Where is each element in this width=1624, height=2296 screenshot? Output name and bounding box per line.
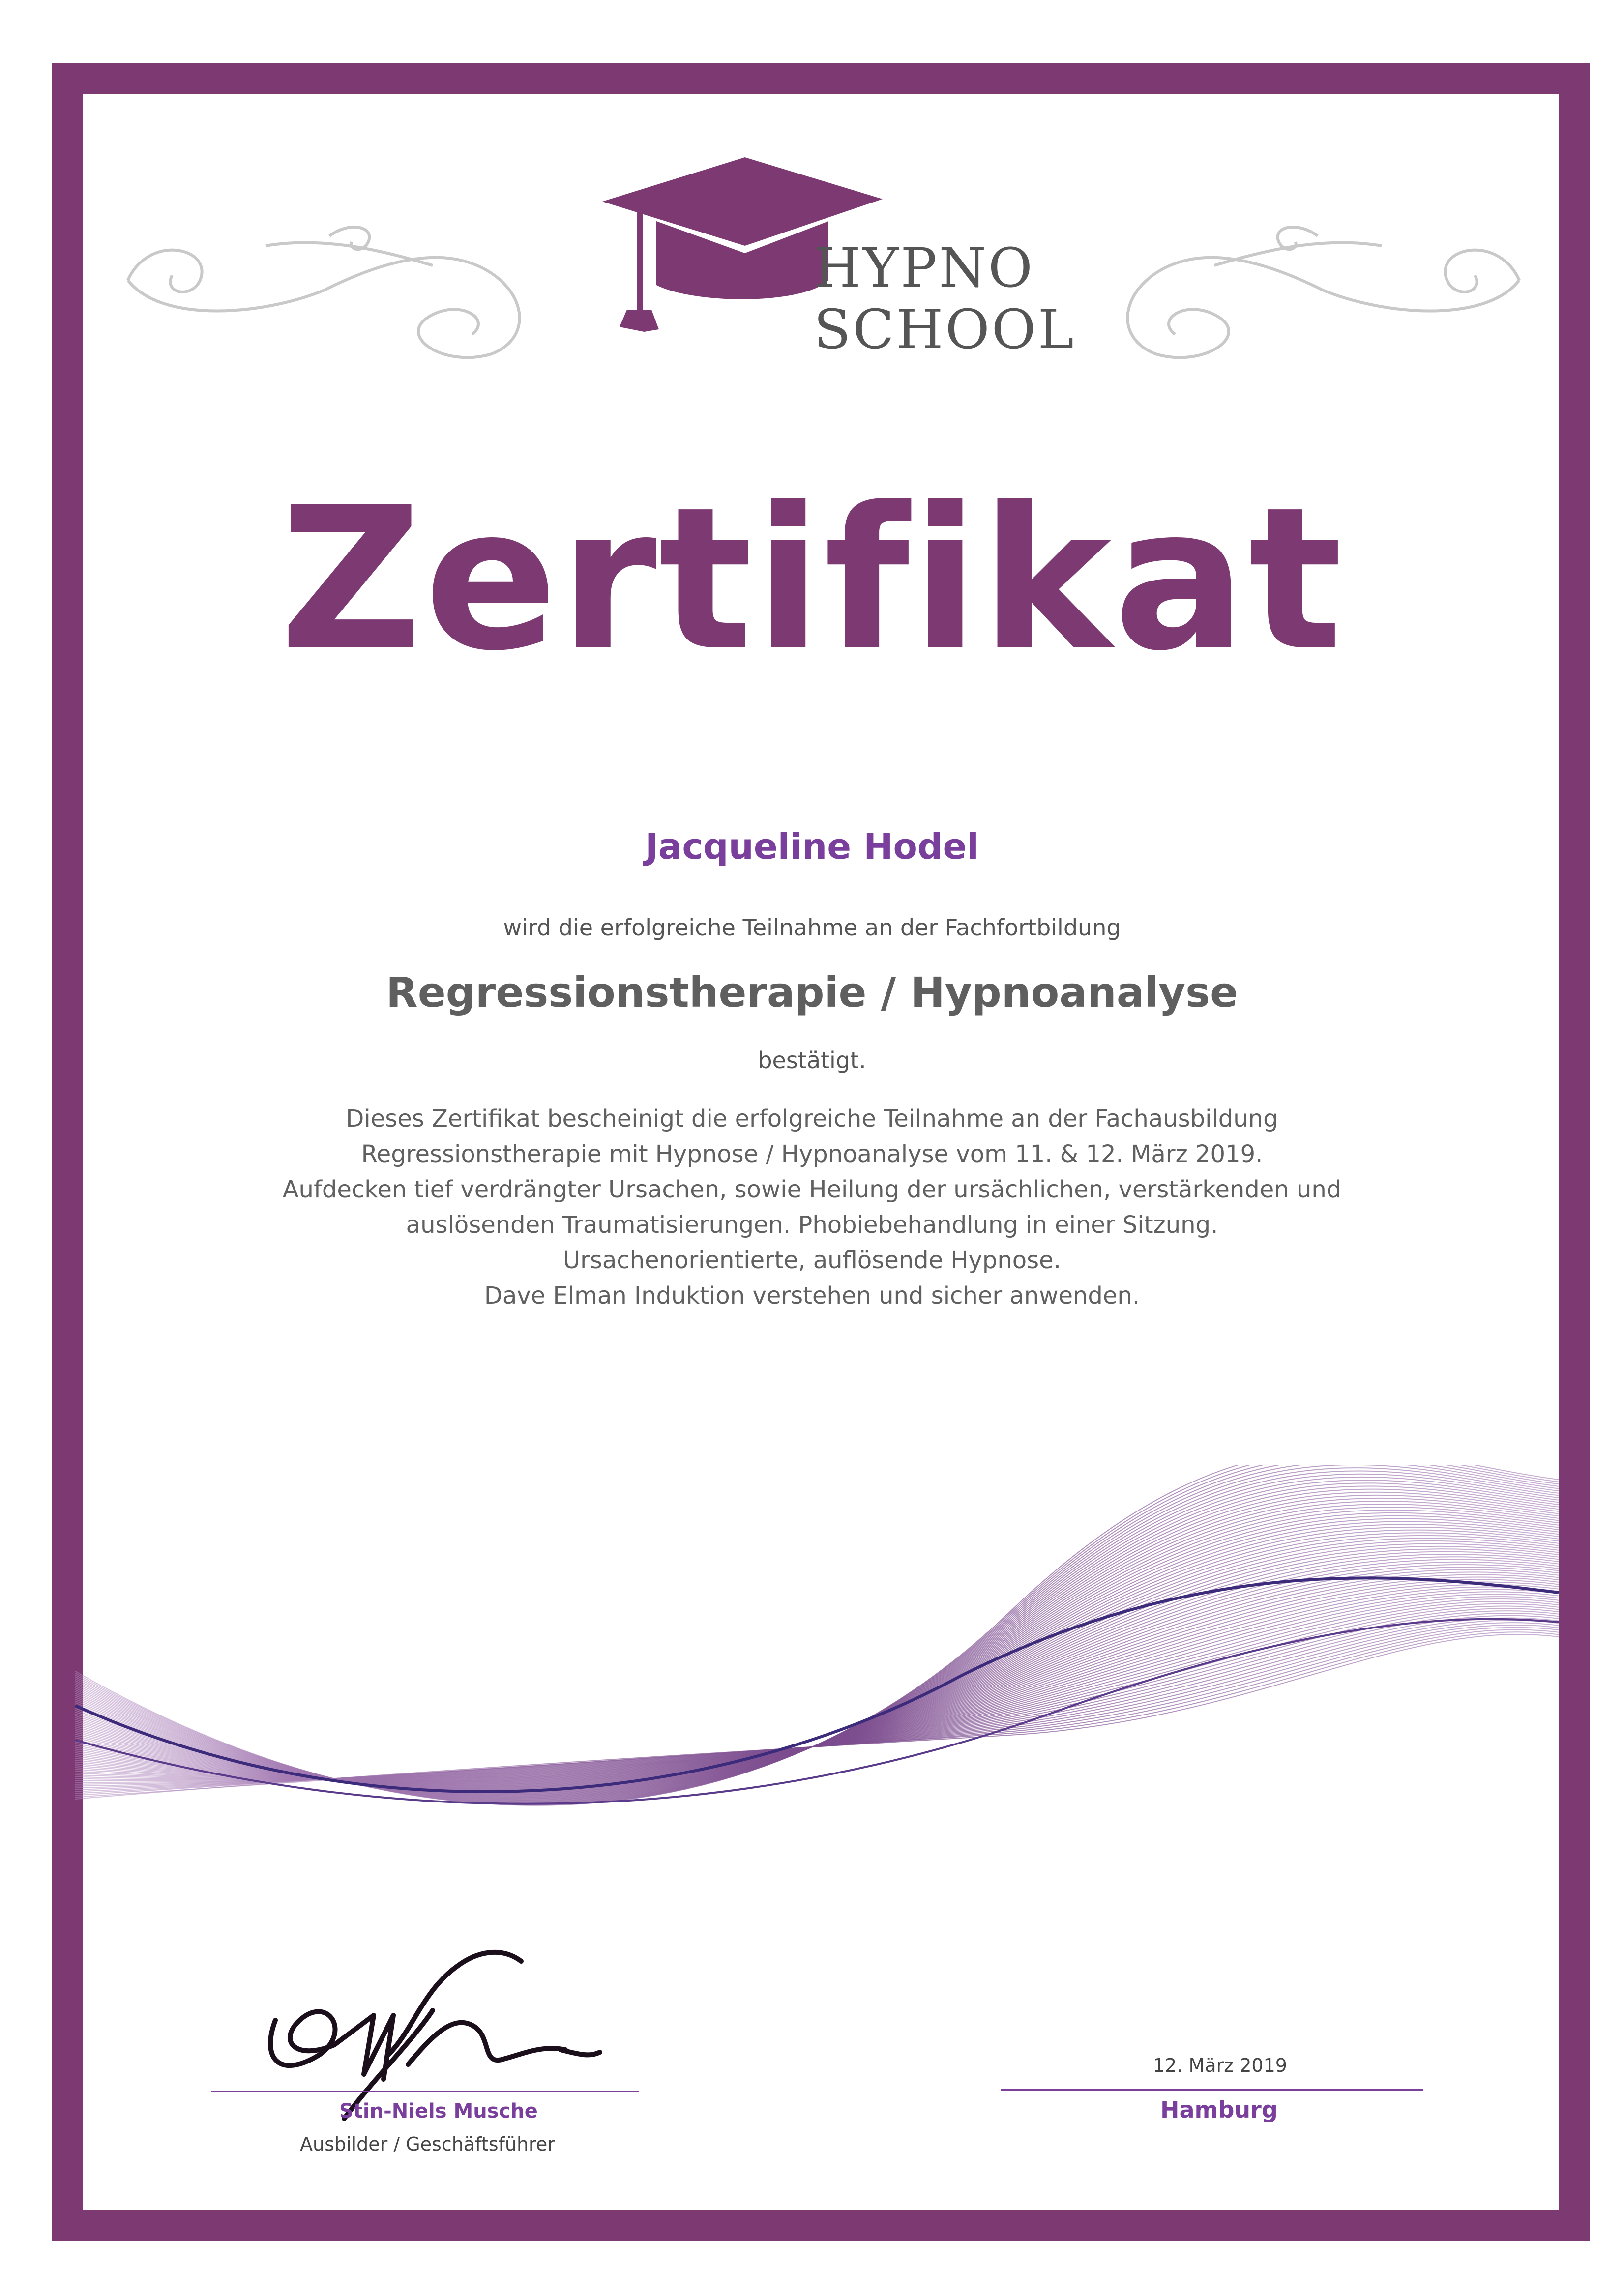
wave-line: [75, 1606, 1559, 1779]
wave-line: [75, 1625, 1559, 1792]
wave-line: [75, 1468, 1559, 1802]
certificate-title: Zertifikat: [279, 465, 1345, 694]
wave-line: [75, 1613, 1559, 1782]
wave-line: [75, 1543, 1559, 1787]
wave-line: [75, 1530, 1559, 1790]
issue-date: 12. März 2019: [1153, 2055, 1287, 2076]
wave-line: [75, 1587, 1559, 1779]
wave-line: [75, 1483, 1559, 1799]
wave-line: [75, 1572, 1559, 1781]
issue-place: Hamburg: [1160, 2096, 1278, 2123]
description-paragraph: [0, 1101, 1624, 1313]
intro-text: wird die erfolgreiche Teilnahme an der Fachfortbildung: [503, 914, 1121, 941]
description-line: Aufdecken tief verdrängter Ursachen, sowie Heilung der ursächlichen, verstärkenden und: [282, 1176, 1342, 1203]
description-line: Dave Elman Induktion verstehen und sicher anwenden.: [484, 1282, 1140, 1309]
description-line: Regressionstherapie mit Hypnose / Hypnoanalyse vom 11. & 12. März 2019.: [361, 1140, 1263, 1168]
wave-line: [75, 1582, 1559, 1780]
wave-line: [75, 1498, 1559, 1796]
wave-line: [75, 1589, 1559, 1779]
signatory-role: Ausbilder / Geschäftsführer: [300, 2133, 555, 2155]
wave-line: [75, 1524, 1559, 1791]
wave-line: [75, 1623, 1559, 1790]
brand-line-1: HYPNO: [814, 236, 1034, 299]
signatory-name: Stin-Niels Musche: [339, 2100, 538, 2122]
wave-line: [75, 1599, 1559, 1778]
wave-line: [75, 1565, 1559, 1783]
wave-line: [75, 1601, 1559, 1779]
wave-line: [75, 1574, 1559, 1781]
wave-line: [75, 1618, 1559, 1786]
wave-line: [75, 1616, 1559, 1784]
wave-line: [75, 1557, 1559, 1784]
description-line: auslösenden Traumatisierungen. Phobiebehandlung in einer Sitzung.: [406, 1211, 1218, 1239]
description-line: Ursachenorientierte, auflösende Hypnose.: [563, 1247, 1061, 1274]
wave-line: [75, 1489, 1559, 1798]
decorative-wave: [75, 1465, 1559, 1947]
description-line: Dieses Zertifikat bescheinigt die erfolgreiche Teilnahme an der Fachausbildung: [346, 1105, 1278, 1133]
wave-line: [75, 1560, 1559, 1784]
wave-line: [75, 1501, 1559, 1796]
wave-line: [75, 1552, 1559, 1786]
signature-line: [211, 2091, 639, 2092]
wave-line: [75, 1521, 1559, 1791]
brand-line-2: SCHOOL: [814, 298, 1076, 361]
wave-line: [75, 1474, 1559, 1801]
wave-line: [75, 1533, 1559, 1789]
left-swirl-ornament: [118, 206, 561, 374]
confirmation-text: bestätigt.: [758, 1047, 866, 1074]
course-title: Regressionstherapie / Hypnoanalyse: [386, 968, 1238, 1017]
wave-line: [75, 1611, 1559, 1781]
wave-line: [75, 1536, 1559, 1789]
wave-line: [75, 1513, 1559, 1793]
wave-line: [75, 1567, 1559, 1782]
wave-line: [75, 1579, 1559, 1780]
recipient-name: Jacqueline Hodel: [645, 826, 979, 867]
date-line: [1001, 2089, 1423, 2091]
right-swirl-ornament: [1087, 206, 1529, 374]
wave-line: [75, 1594, 1559, 1778]
